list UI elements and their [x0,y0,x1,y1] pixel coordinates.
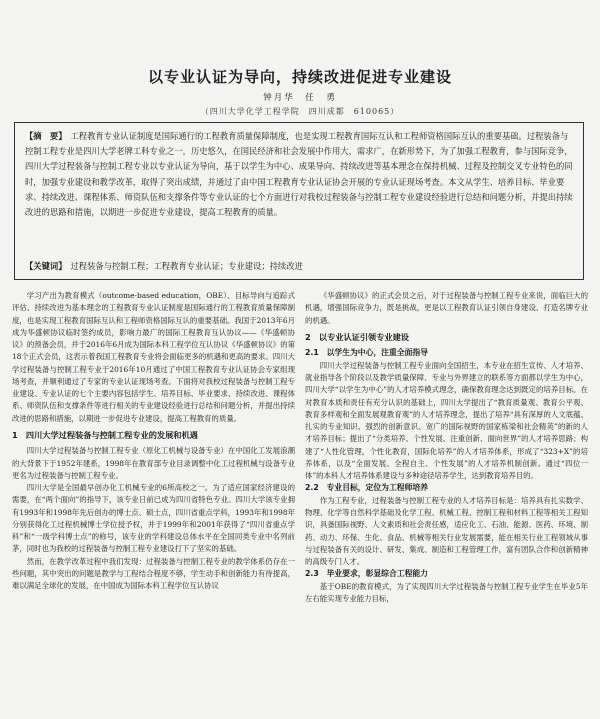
abstract-text: 工程教育专业认证制度是国际通行的工程教育质量保障制度，也是实现工程教育国际互认和工程师资格国际互认的重要基础。过程装备与控制工程专业是四川大学老牌工科专业之一，历史悠久，在国民经济和社会发展中作用大，需求广，在新形势下，为了加强工程教育，参与国际竞争，四川大学过程装备与控制工程专业以专业认证为导向，基于以学生为中心、成果导向、持续改进等基本理念在保持机械、过程及控制交叉专业特色的同时，加强专业建设和教学改革，取得了突出成绩，并通过了由中国工程教育专业认证协会开展的专业认证现场考查。本文从学生、培养目标、毕业要求、持续改进、课程体系、师资队伍和支撑条件等专业认证的七个方面进行对我校过程装备与控制工程专业建设经验进行总结和问题分析，并提出持续改进的思路和措施，以期进一步促进专业建设，提高工程教育的质量。 [25,131,573,218]
subsection-2-1-paragraph: 四川大学过程装备与控制工程专业面向全国招生，本专业在招生宣传、人才培养、就业指导各个阶段以及教学质量保障、专业与外界建立的联系等方面都以学生为中心，四川大学“以学生为中心”的人才培养模式理念，确保教育理念达到既定的培养目标。在对教育本质和责任有充分认识的基础上，四川大学提出了“教育质量观、教育公平观、教育多样观和全面发展观教育观”的人才培养理念，提出了培养“具有深厚的人文底蕴、扎实的专业知识、强烈的创新意识、宽广的国际视野的国家栋梁和社会精英”的新的人才培养目标；提出了“分类培养、个性发展、注重创新、面向世界”的人才培养思路；构建了“人性化管理，个性化教育，国际化培养”的人才培养体系，形成了“323+X”的培养体系，以及“全面发展、全程自主、个性发展”的人才培养机制创新。通过“四位一体”的本科人才培养体系建设与多种途径培养学生，达到教育培养目的。 [305,360,588,480]
abstract [25,129,573,220]
continued-paragraph: 《华盛顿协议》的正式会员之后，对于过程装备与控制工程专业来说，面临巨大的机遇，增强国际竞争力，既是挑战，更是以工程教育认证引领自身建设、打造名牌专业的机遇。 [305,291,588,325]
subsection-2-1-heading: 2.1 以学生为中心，注重全面指导 [305,348,428,358]
paper-affiliation: （四川大学化学工程学院 四川成都 610065） [200,107,400,116]
abstract-label: 【摘 要】 [25,131,67,141]
keywords-label: 【关键词】 [25,260,67,271]
section-2-heading: 2 以专业认证引领专业建设 [305,331,409,342]
keywords-text: 过程装备与控制工程；工程教育专业认证；专业建设；持续改进 [70,260,303,271]
left-column [12,290,295,592]
keywords [25,259,573,274]
subsection-2-3-paragraph: 基于OBE的教育模式，为了实现四川大学过程装备与控制工程专业学生在毕业5年左右能实现专业能力目标， [305,581,588,603]
subsection-2-2-paragraph: 作为工程专业，过程装备与控制工程专业的人才培养目标是：培养具有扎实数学、物理、化学等自然科学基础及化学工程、机械工程、控制工程和材料工程等相关工程知识，具备国际视野、人文素质和社会责任感，适应化工、石油、能源、医药、环境、制药、动力、环保、生化、食品、机械等相关行业发展需要，能在相关行业工程领域从事与过程装备有关的设计、研发、集成、制造和工程管理工作，富有团队合作和创新精神的高级专门人才。 [305,495,588,566]
section-1-heading: 1 四川大学过程装备与控制工程专业的发展和机遇 [12,429,198,440]
paper-authors: 钟月华 任 勇 [263,93,337,103]
subsection-2-3-heading: 2.3 毕业要求，彰显综合工程能力 [305,569,428,579]
section-1-paragraph: 然而，在教学改革过程中我们发现：过程装备与控制工程专业的教学体系仍存在一些问题，其中突出的问题是教学与工程结合程度不够，学生动手和创新能力有待提高，难以满足全球化的发展，在中国成为国际本科工程学位互认协议 [12,556,295,590]
section-1-paragraph: 四川大学是全国最早创办化工机械专业的6所高校之一。为了适应国家经济建设的需要，在“两个面向”的指导下，该专业日前已成为四川省特色专业。四川大学该专业拥有1993年和1998年先后创办的博士点、硕士点，四川省重点学科，1993年和1998年分别获得化工过程机械博士学位授予权，并于1999年和2001年获得了“四川省重点学科”和“一级学科博士点”的称号，该专业的学科建设总体水平在全国同类专业中名列前茅，同时也为我校的过程装备与控制工程专业建设打下了坚实的基础。 [12,483,295,554]
abstract-box [14,122,584,280]
subsection-2-2-heading: 2.2 专业目标，定位为工程师培养 [305,483,428,493]
section-1-paragraph: 四川大学过程装备与控制工程专业（原化工机械与设备专业）在中国化工发展浪潮的大背景下于1952年建系，1998年在教育部专业目录调整中化工过程机械与设备专业更名为过程装备与控制工程专业。 [12,446,295,480]
right-column [305,290,588,605]
intro-paragraph: 学习产出为教育模式（outcome-based education，OBE）、目标导向与追踪式评估、持续改进为基本理念的工程教育专业认证制度是国际通行的工程教育质量保障制度，也是实现工程教育国际互认和工程师资格国际互认的重要基础。我国于2013年6月成为华盛顿协议临时签约成员，影响力最广的国际工程教育互认协议——《华盛顿协议》的预备会员，并于2016年6月成为国际本科工程学位互认协议《华盛顿协议》的第18个正式会员，这表示着我国工程教育专业将会面临更多的机遇和更高的要求。四川大学过程装备与控制工程专业于2016年10月通过了中国工程教育专业认证协会专家组现场考查，并顺利通过了专家的专业认证现场考查。下面将对我校过程装备与控制工程专业建设、专业认证的七个主要内容包括学生、培养目标、毕业要求、持续改进、课程体系、师资队伍和支撑条件等进行相关的专业建设经验进行总结和问题分析，并提出持续改进的思路和措施，以期进一步促进专业建设，提高工程教育的质量。 [12,291,295,423]
paper-title: 以专业认证为导向，持续改进促进专业建设 [147,68,452,86]
